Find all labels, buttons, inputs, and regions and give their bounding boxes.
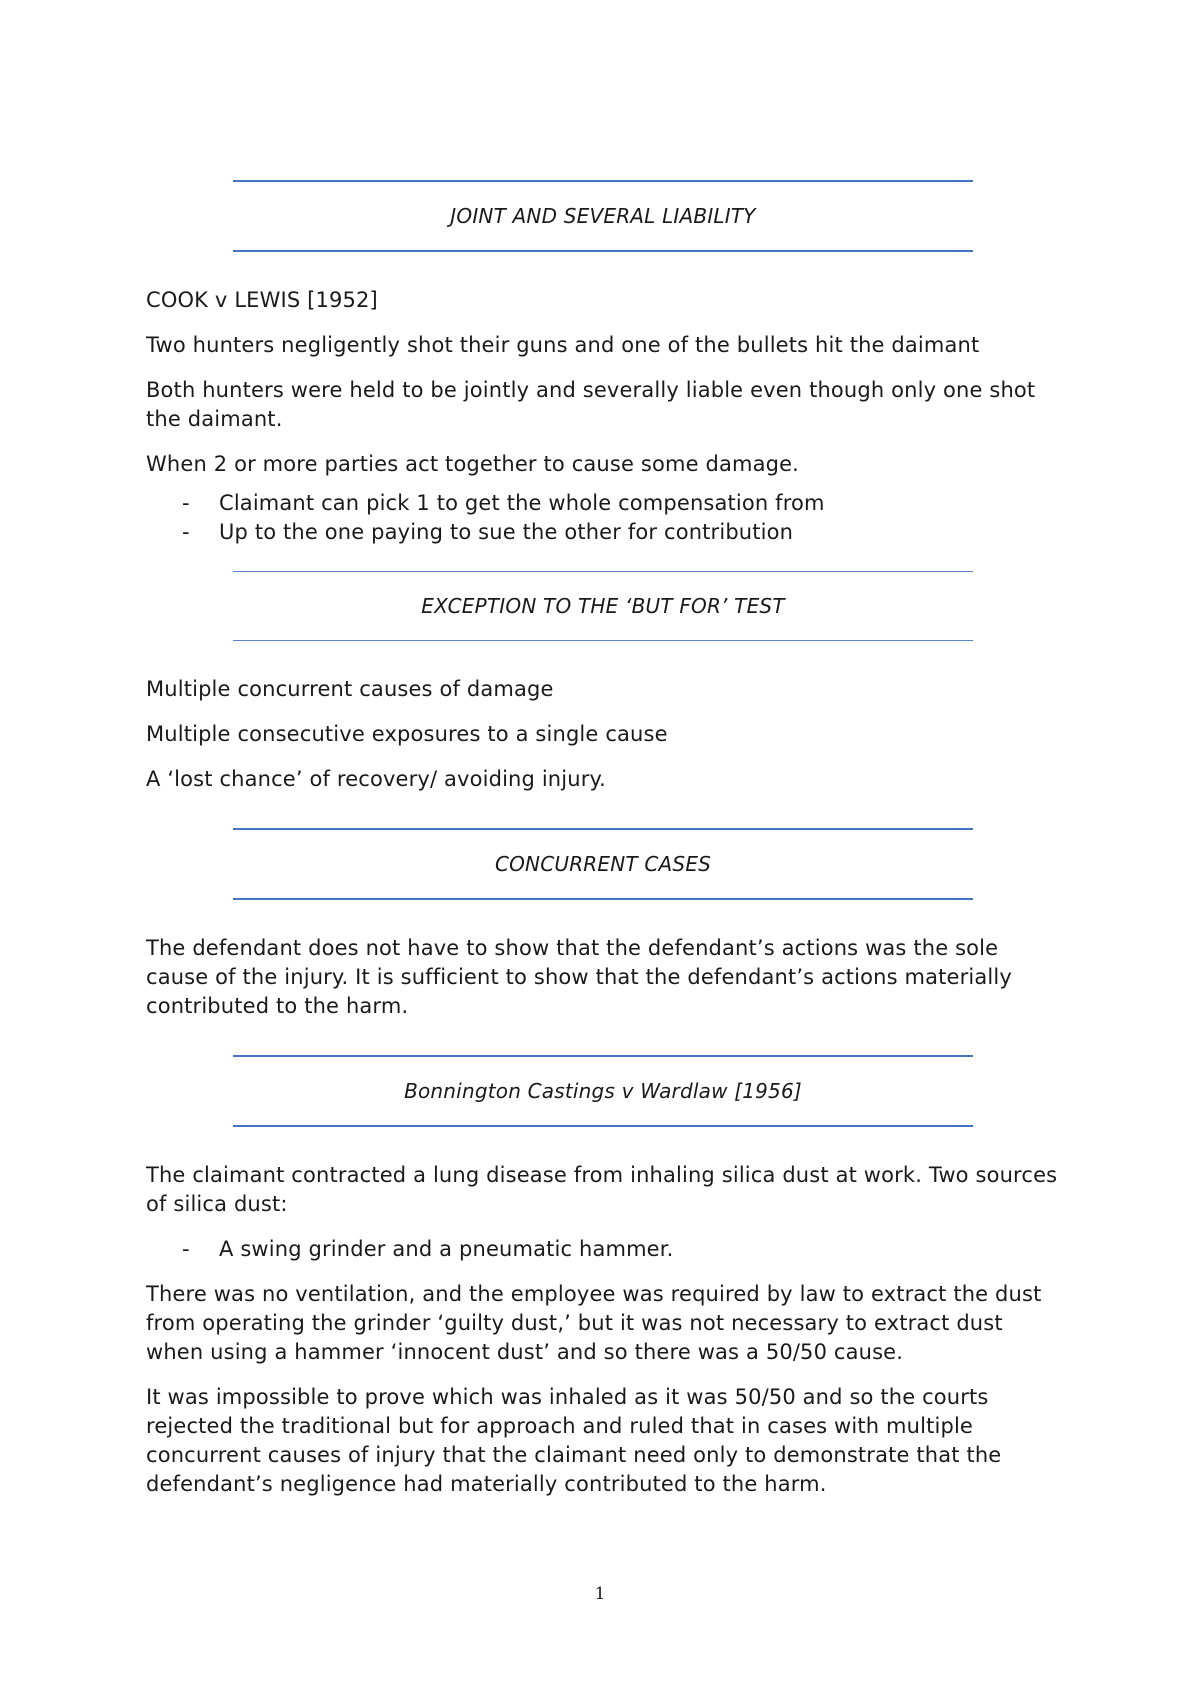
- list-item: [146, 1235, 1066, 1264]
- paragraph: A ‘lost chance’ of recovery/ avoiding injury.: [146, 767, 606, 791]
- paragraph: The claimant contracted a lung disease from inhaling silica dust at work. Two sources of silica dust:: [146, 1163, 1058, 1216]
- paragraph: When 2 or more parties act together to cause some damage.: [146, 452, 799, 476]
- paragraph: The defendant does not have to show that the defendant’s actions was the sole cause of the injury. It is sufficient to show that the defendant’s actions materially contributed to the harm.: [146, 936, 1012, 1018]
- section-heading-concurrent-cases: [233, 828, 973, 900]
- paragraph: Two hunters negligently shot their guns and one of the bullets hit the daimant: [146, 333, 980, 357]
- heading-bottom-rule: [233, 1125, 973, 1127]
- list-item-text: Claimant can pick 1 to get the whole compensation from: [219, 491, 825, 515]
- paragraph: Multiple concurrent causes of damage: [146, 677, 554, 701]
- list-item-text: A swing grinder and a pneumatic hammer.: [219, 1237, 674, 1261]
- paragraph: Multiple consecutive exposures to a single cause: [146, 722, 668, 746]
- list-item: [146, 489, 1066, 518]
- paragraph: There was no ventilation, and the employee was required by law to extract the dust from operating the grinder ‘guilty dust,’ but it was not necessary to extract dust when using a hammer ‘innocent dust’ and so there was a 50/50 cause.: [146, 1282, 1042, 1364]
- section-heading-joint-liability: [233, 180, 973, 252]
- section-heading-but-for-exception: [233, 571, 973, 641]
- heading-bottom-rule: [233, 640, 973, 641]
- dash-marker: -: [182, 1237, 190, 1261]
- dash-list: [146, 1235, 1066, 1264]
- list-item-text: Up to the one paying to sue the other for contribution: [219, 520, 794, 544]
- list-item: [146, 518, 1066, 547]
- heading-bottom-rule: [233, 250, 973, 252]
- heading-text: EXCEPTION TO THE ‘BUT FOR’ TEST: [421, 594, 785, 618]
- dash-marker: -: [182, 491, 190, 515]
- heading-text: Bonnington Castings v Wardlaw [1956]: [404, 1079, 802, 1103]
- heading-bottom-rule: [233, 898, 973, 900]
- paragraph: Both hunters were held to be jointly and severally liable even though only one shot the daimant.: [146, 378, 1036, 431]
- case-citation: COOK v LEWIS [1952]: [146, 288, 378, 312]
- heading-text: CONCURRENT CASES: [494, 852, 712, 876]
- page-number: 1: [594, 1584, 606, 1604]
- section-heading-bonnington-castings: [233, 1055, 973, 1127]
- dash-marker: -: [182, 520, 190, 544]
- document-body: [146, 180, 1066, 1515]
- dash-list: [146, 489, 1066, 547]
- heading-text: JOINT AND SEVERAL LIABILITY: [450, 204, 756, 228]
- paragraph: It was impossible to prove which was inhaled as it was 50/50 and so the courts rejected the traditional but for approach and ruled that in cases with multiple concurrent causes of injury that the claimant need only to demonstrate that the defendant’s negligence had materially contributed to the harm.: [146, 1385, 1002, 1496]
